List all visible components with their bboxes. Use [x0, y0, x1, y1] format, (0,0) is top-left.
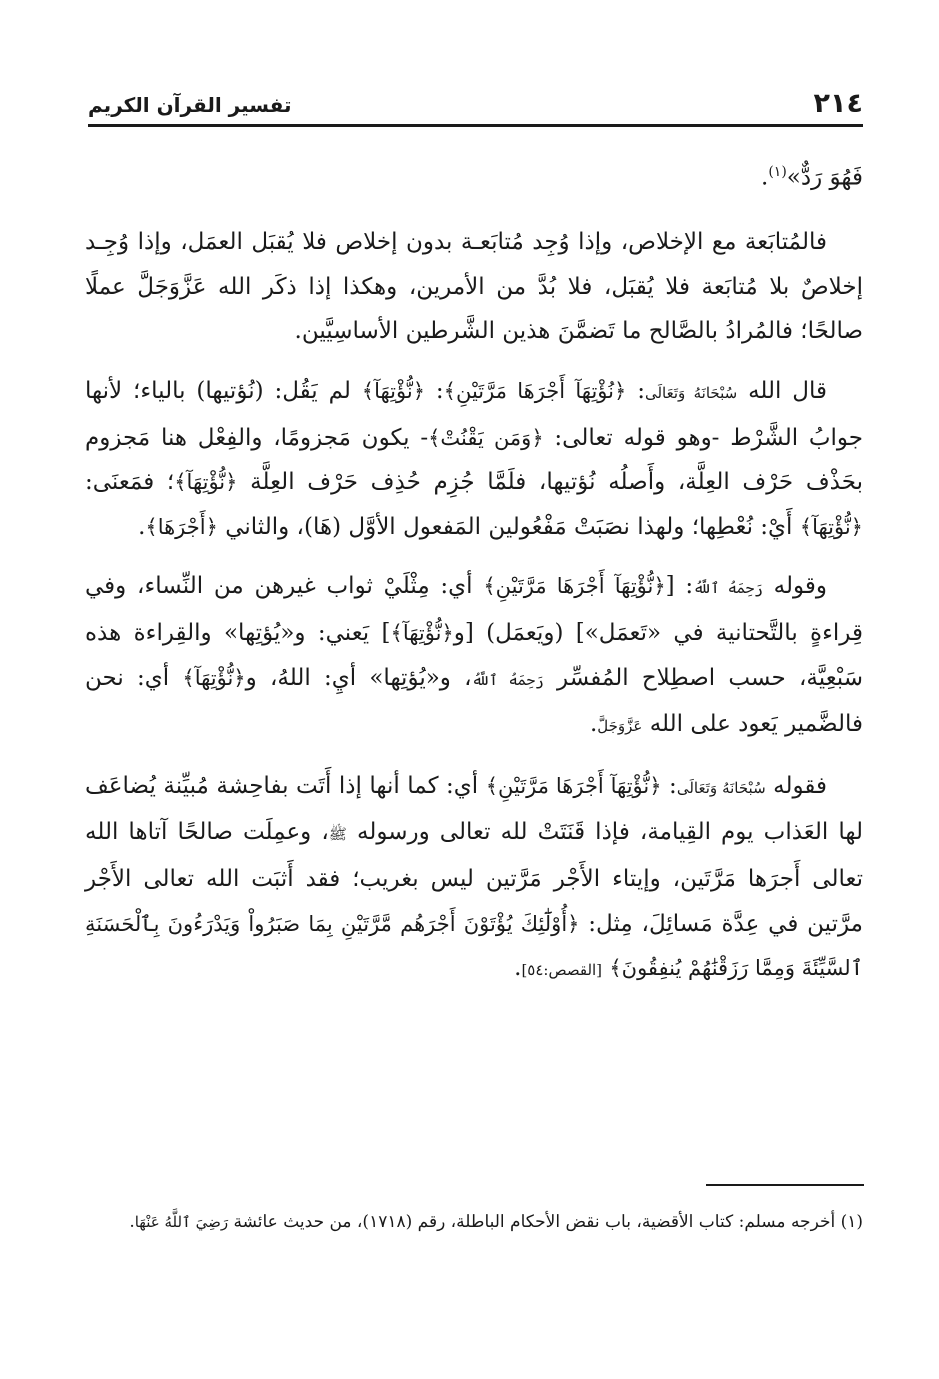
text-run: - يكون مَجزومًا، والفِعْل هنا مَجزوم بحَذْف حَرْف العِلَّة، وأَصلُه نُؤتيها، فلَمَّا جُزِم حُذِف حَرْف العِلَّة — [85, 424, 863, 496]
surah-reference: [القصص:٥٤] — [521, 961, 603, 980]
paragraph-1 — [85, 150, 863, 200]
period: . — [761, 164, 769, 191]
footnote — [85, 1205, 863, 1239]
text-run: أي: مِثْلَيْ ثواب غيرهن من النِّساء، وفي قِراءةٍ بالتَّحتانية في «تَعمَل»] (ويَعمَل) [و — [85, 573, 863, 646]
paragraph-4 — [85, 564, 863, 748]
honorific: رَحِمَهُ ٱللَّهُ — [471, 670, 544, 689]
hadith-ending: فَهُوَ رَدٌّ» — [786, 164, 863, 191]
text-run: : — [661, 772, 677, 799]
honorific: سُبْحَانَهُ وَتَعَالَى — [644, 384, 738, 403]
paragraph-2 — [85, 220, 863, 354]
text-run: . — [589, 711, 598, 738]
period: . — [129, 1212, 135, 1232]
paragraph-text: فالمُتابَعة مع الإخلاص، وإذا وُجِد مُتابَعـة بدون إخلاص فلا يُقبَل العمَل، وإذا وُجِـد إخلاصٌ بلا مُتابَعة فلا يُقبَل، فلا بُدَّ من الأمرين، وهكذا إذا ذكَر الله عَزَّوَجَلَّ عملًا صالحًا؛ فالمُرادُ بالصَّالح ما تَضمَّنَ هذين الشَّرطين الأساسِيَّين. — [85, 229, 863, 345]
text-run: : [ — [665, 573, 694, 600]
header-rule — [88, 124, 863, 127]
honorific: ﷺ — [328, 825, 347, 844]
page-header — [88, 86, 863, 128]
paragraph-3 — [85, 369, 863, 549]
footnote-reference: (١) — [768, 164, 787, 180]
text-run: أي: نحن فالضَّمير يَعود على الله — [85, 664, 863, 738]
text-run: فقوله — [765, 772, 827, 799]
paragraph-5 — [85, 764, 863, 993]
text-run: . — [514, 955, 522, 982]
text-run: أَيْ: نُعْطِها؛ ولهذا نصَبَتْ مَفْعُولين المَفعول الأوَّل (هَا)، والثاني — [217, 513, 800, 540]
footnote-text: (١) أخرجه مسلم: كتاب الأقضية، باب نقض الأحكام الباطلة، رقم (١٧١٨)، من حديث عائشة — [228, 1212, 863, 1232]
text-run: ، وعمِلَت صالحًا آتاها الله تعالى أَجرَها مَرَّتَين، وإيتاء الأَجْر مَرَّتين ليس بغريب؛ فقد أَثبَت الله تعالى الأَجْر مرَّتين في عِدَّة مَسائِلَ، مِثل: — [85, 819, 863, 937]
quran-verse: ﴿وَمَن يَقْنُتْ﴾ — [428, 425, 544, 450]
quran-verse: ﴿نُؤْتِهَآ أَجْرَهَا مَرَّتَيْنِ﴾ — [443, 379, 627, 404]
text-run: قال الله — [737, 378, 828, 405]
quran-verse: ﴿نُّؤْتِهَآ﴾ — [174, 470, 238, 495]
text-run: لم يَقُل: (نُؤتيها) بالياء؛ لأنها جوابُ الشَّرْط -وهو قوله تعالى: — [85, 378, 863, 451]
quran-verse: ﴿أُوْلَٰٓئِكَ يُؤْتَوْنَ أَجْرَهُم مَّرَّتَيْنِ بِمَا صَبَرُواْ وَيَدْرَءُونَ بِٱلْحَسَنَةِ ٱلسَّيِّئَةَ وَمِمَّا رَزَقْنَٰهُمْ يُنفِقُونَ﴾ — [85, 911, 863, 981]
honorific: عَزَّوَجَلَّ — [597, 717, 643, 736]
quran-verse: ﴿نُّؤْتِهَآ﴾ — [799, 514, 863, 539]
text-run: ، و«يُؤتِها» أيِ: اللهُ، و — [245, 664, 472, 691]
page-number: ٢١٤ — [813, 88, 863, 119]
text-run: أي: كما أنها إذا أَتَت بفاحِشة مُبيِّنة يُضاعَف لها العَذاب يوم القِيامة، فإذا قَنَتَتْ لله تعالى ورسوله — [85, 772, 863, 846]
quran-verse: ﴿أَجْرَهَا﴾ — [145, 514, 218, 539]
footnote-rule — [706, 1184, 864, 1186]
text-run: ] يَعني: و«يُؤتِها» والقِراءة هذه سَبْعِيَّة، حسب اصطِلاح المُفسِّر — [85, 620, 863, 691]
quran-verse: ﴿نُّؤْتِهَآ﴾ — [182, 665, 246, 690]
text-run: . — [138, 513, 146, 540]
text-run: : — [425, 378, 444, 405]
honorific: رَحِمَهُ ٱللَّهُ — [693, 579, 763, 598]
quran-verse: ﴿نُّؤْتِهَآ أَجْرَهَا مَرَّتَيْنِ﴾ — [485, 773, 662, 798]
text-run: ؛ فمَعنَى: — [85, 469, 175, 496]
body-text — [85, 150, 863, 1008]
text-run: : — [626, 378, 645, 405]
quran-verse: ﴿نُّؤْتِهَآ﴾ — [390, 621, 454, 645]
quran-verse: ﴿نُّؤْتِهَآ﴾ — [361, 379, 426, 404]
honorific: رَضِيَ ٱللَّهُ عَنْهَا — [134, 1213, 229, 1231]
honorific: سُبْحَانَهُ وَتَعَالَى — [676, 778, 766, 797]
running-title: تفسير القرآن الكريم — [88, 93, 292, 117]
quran-verse: ﴿نُّؤْتِهَآ أَجْرَهَا مَرَّتَيْنِ﴾ — [483, 574, 666, 599]
text-run: وقوله — [762, 573, 827, 600]
